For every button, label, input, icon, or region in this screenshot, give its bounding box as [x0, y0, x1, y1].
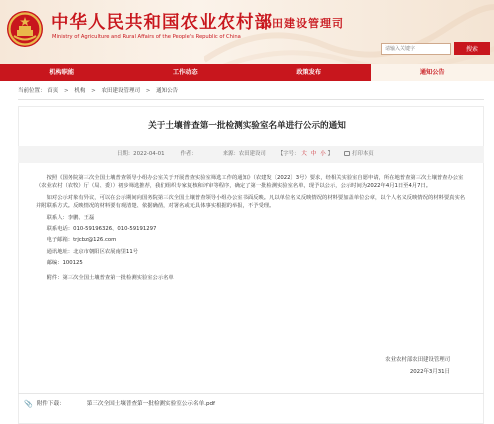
breadcrumb-prefix: 当前位置： [18, 88, 46, 94]
font-size-medium[interactable]: 中 [310, 150, 317, 157]
font-size-control [278, 151, 333, 159]
font-size-large[interactable]: 大 [301, 150, 307, 157]
attachment-download-bar [18, 393, 484, 415]
contact-email: 电子邮箱：trjcbz@126.com [46, 237, 117, 244]
nav-item-functions[interactable]: 机构职能 [49, 69, 75, 76]
nav-item-notices[interactable]: 通知公告 [371, 64, 494, 81]
font-size-end: 】 [327, 150, 334, 157]
print-button[interactable] [344, 151, 374, 159]
article-date: 日期：2022-04-01 [117, 150, 165, 157]
signature-org: 农业农村部农田建设管理司 [385, 357, 450, 363]
search-input[interactable] [381, 43, 451, 55]
contact-phone: 联系电话：010-59196326、010-59191297 [46, 226, 157, 233]
breadcrumb [18, 88, 178, 96]
article-body [36, 174, 468, 282]
ministry-title: 中华人民共和国农业农村部 [51, 13, 273, 33]
breadcrumb-dept[interactable]: 农田建设管理司 [101, 88, 141, 94]
print-label: 打印本页 [352, 150, 374, 157]
contact-address: 通讯地址：北京市朝阳区农展南里11号 [46, 248, 139, 255]
article-paragraph: 按照《国务院第三次全国土壤普查领导小组办公室关于开展普查实验室筛选工作的通知》（农建发〔2022〕3号）要求，经相关实验室自愿申请，所在地普查第三次土壤普查办公室（农业农村（农牧）厅（局、委））初步筛选推荐，我们组织专家复核和评审等程序，确定了第一批检测实验室名单，现予以公示，公示时间为2022年4月1日至4月7日。 [36, 175, 464, 190]
breadcrumb-home[interactable]: 首页 [47, 88, 59, 94]
attachment-file-link[interactable]: 第三次全国土壤普查第一批检测实验室公示名单.pdf [86, 401, 216, 408]
breadcrumb-notices[interactable]: 通知公告 [156, 88, 179, 94]
ministry-english-title: Ministry of Agriculture and Rural Affairs of the People's Republic of China [52, 34, 241, 40]
breadcrumb-divider [18, 99, 484, 100]
signature-date: 2022年3月31日 [409, 369, 450, 375]
contact-postcode: 邮编：100125 [46, 260, 83, 267]
attachment-note: 附件：第三次全国土壤普查第一批检测实验室公示名单 [46, 274, 174, 281]
search-button[interactable]: 搜索 [454, 42, 490, 55]
nav-item-news[interactable]: 工作动态 [172, 69, 198, 76]
article-title: 关于土壤普查第一批检测实验室名单进行公示的通知 [148, 121, 346, 131]
font-size-label: 【字号： [277, 150, 300, 157]
breadcrumb-separator: > [64, 88, 69, 94]
national-emblem-icon [5, 9, 45, 49]
nav-item-policy[interactable]: 政策发布 [296, 69, 322, 76]
main-nav [0, 64, 494, 81]
font-size-small[interactable]: 小 [320, 150, 326, 157]
article-paragraph: 如对公示对象有异议，可以在公示期间向国务院第三次全国土壤普查领导小组办公室书面反映。凡以单位名义反映情况的材料要加盖单位公章，以个人名义反映情况的材料要真实名并附联系方式。反映情况的材料要有观清楚、依据确凿，对署名或无具体事实根据的举报，不予受理。 [36, 194, 466, 210]
article-source: 来源：农田建设司 [222, 150, 266, 157]
breadcrumb-separator: > [145, 88, 151, 94]
contact-person: 联系人：李鹏、王磊 [46, 214, 95, 221]
breadcrumb-org[interactable]: 机构 [74, 88, 86, 94]
site-header [0, 0, 494, 64]
breadcrumb-separator: > [91, 88, 96, 94]
attachment-label: 附件下载： [36, 401, 65, 408]
article-author: 作者： [180, 150, 197, 157]
print-icon [344, 151, 350, 156]
paperclip-icon: 📎 [24, 400, 33, 409]
article-meta-bar [18, 146, 484, 163]
article-signature [385, 354, 450, 378]
department-title: 农田建设管理司 [260, 17, 344, 30]
